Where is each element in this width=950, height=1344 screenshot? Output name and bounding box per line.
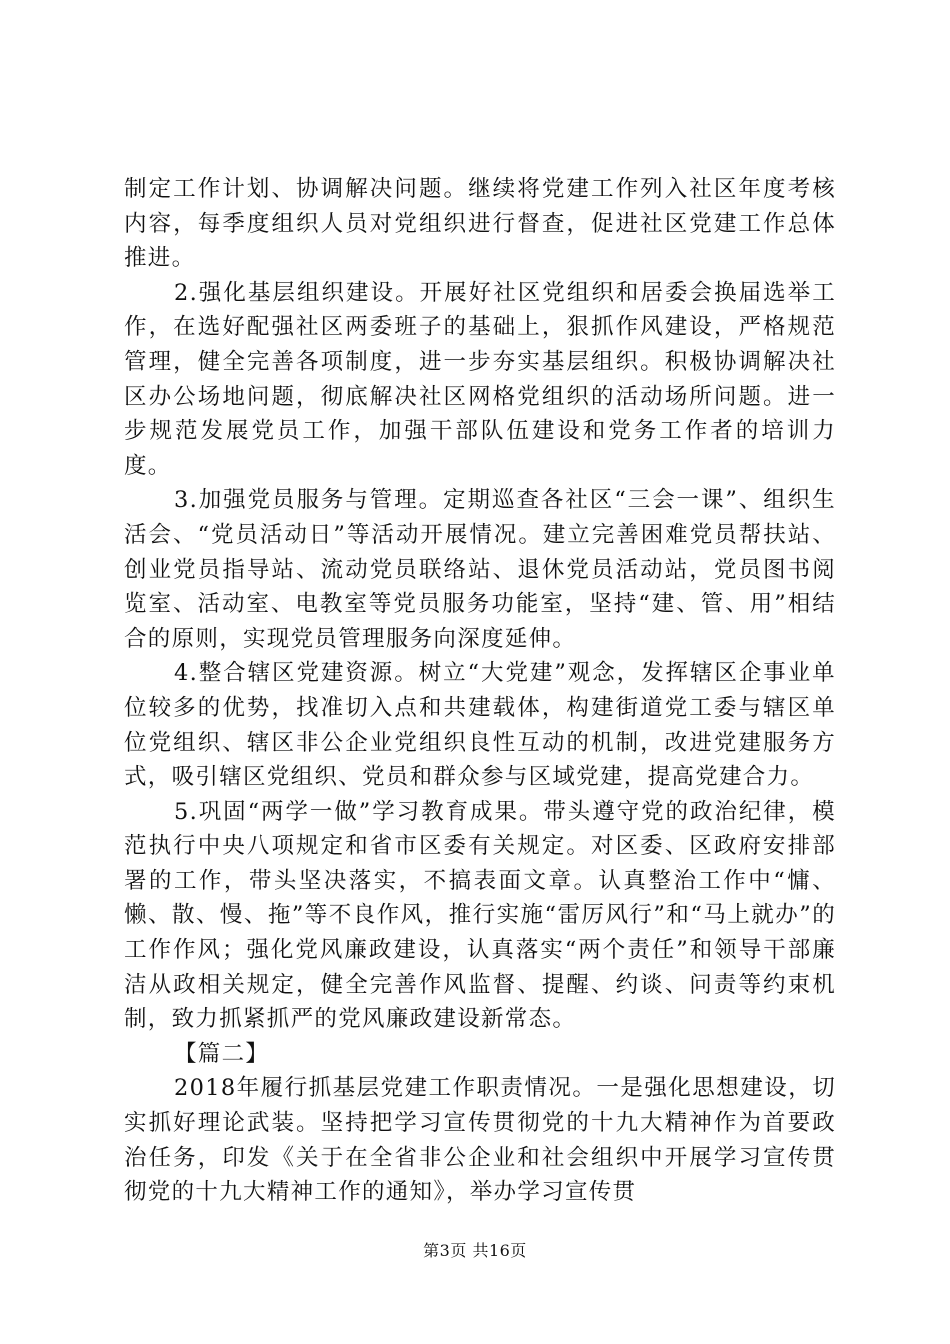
- page-number-footer: 第3页 共16页: [423, 1241, 527, 1260]
- paragraph-continuation: 制定工作计划、协调解决问题。继续将党建工作列入社区年度考核内容，每季度组织人员对党组织进行督查，促进社区党建工作总体推进。: [124, 176, 836, 272]
- paragraph-item-5: 5.巩固“两学一做”学习教育成果。带头遵守党的政治纪律，模范执行中央八项规定和省市区委有关规定。对区委、区政府安排部署的工作，带头坚决落实，不搞表面文章。认真整治工作中“慵、懒、散、慢、拖”等不良作风，推行实施“雷厉风行”和“马上就办”的工作作风；强化党风廉政建设，认真落实“两个责任”和领导干部廉洁从政相关规定，健全完善作风监督、提醒、约谈、问责等约束机制，致力抓紧抓严的党风廉政建设新常态。: [124, 798, 836, 1033]
- paragraph-section-two: 2018年履行抓基层党建工作职责情况。一是强化思想建设，切实抓好理论武装。坚持把学习宣传贯彻党的十九大精神作为首要政治任务，印发《关于在全省非公企业和社会组织中开展学习宣传贯彻党的十九大精神工作的通知》，举办学习宣传贯: [124, 1075, 836, 1206]
- section-heading: 【篇二】: [174, 1040, 270, 1067]
- paragraph-item-3: 3.加强党员服务与管理。定期巡查各社区“三会一课”、组织生活会、“党员活动日”等活动开展情况。建立完善困难党员帮扶站、创业党员指导站、流动党员联络站、退休党员活动站，党员图书阅览室、活动室、电教室等党员服务功能室，坚持“建、管、用”相结合的原则，实现党员管理服务向深度延伸。: [124, 487, 836, 652]
- document-body: [124, 172, 836, 1210]
- paragraph-item-2: 2.强化基层组织建设。开展好社区党组织和居委会换届选举工作，在选好配强社区两委班子的基础上，狠抓作风建设，严格规范管理，健全完善各项制度，进一步夯实基层组织。积极协调解决社区办公场地问题，彻底解决社区网格党组织的活动场所问题。进一步规范发展党员工作，加强干部队伍建设和党务工作者的培训力度。: [124, 279, 836, 479]
- paragraph-item-4: 4.整合辖区党建资源。树立“大党建”观念，发挥辖区企事业单位较多的优势，找准切入点和共建载体，构建街道党工委与辖区单位党组织、辖区非公企业党组织良性互动的机制，改进党建服务方式，吸引辖区党组织、党员和群众参与区域党建，提高党建合力。: [124, 660, 836, 791]
